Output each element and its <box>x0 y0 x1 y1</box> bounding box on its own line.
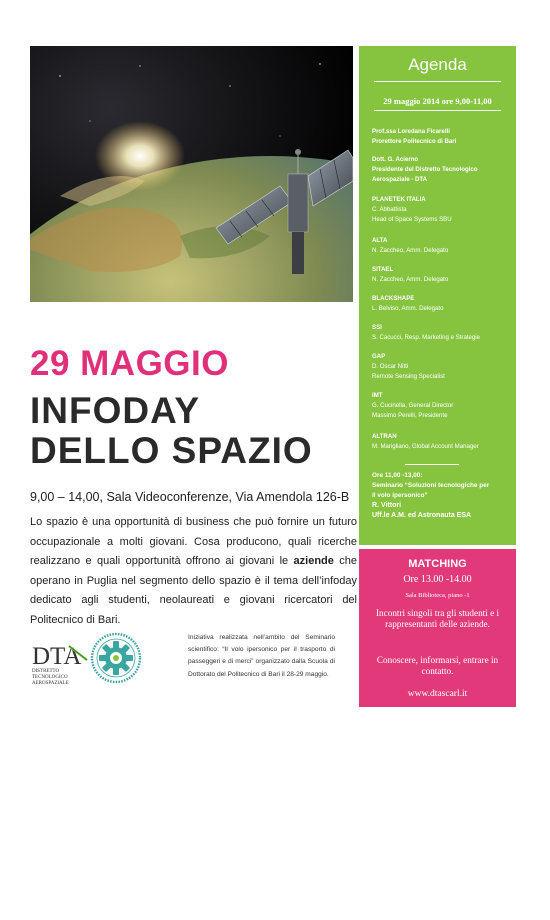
seminar-speaker: R. Vittori <box>372 502 402 509</box>
agenda-speaker: D. Oscar Nitti <box>372 363 409 370</box>
agenda-company: SITAEL <box>372 266 394 273</box>
agenda-speaker: C. Abbattista <box>372 206 407 213</box>
agenda-item <box>372 127 512 147</box>
description-bold: aziende <box>293 555 334 567</box>
seminar-title: il volo ipersonico” <box>372 492 428 499</box>
agenda-company: BLACKSHAPE <box>372 295 415 302</box>
agenda-speaker: N. Zaccheo, Amm. Delegato <box>372 276 449 283</box>
sun-glare-icon <box>95 121 185 191</box>
agenda-company: ALTA <box>372 237 388 244</box>
agenda-item <box>372 352 512 382</box>
event-date-heading: 29 MAGGIO <box>30 344 229 383</box>
dta-logo <box>31 640 89 686</box>
agenda-speaker: G. Cucinella, General Director <box>372 402 454 409</box>
agenda-divider <box>374 110 501 111</box>
agenda-speaker: M. Marigliano, Global Account Manager <box>372 443 479 450</box>
matching-title: MATCHING <box>408 558 467 570</box>
agenda-role: Remote Sensing Specialist <box>372 373 445 380</box>
agenda-item <box>372 294 512 314</box>
agenda-role: Prorettore Politecnico di Bari <box>372 138 457 145</box>
agenda-role: Aerospaziale - DTA <box>372 176 428 183</box>
agenda-item <box>372 195 512 225</box>
politecnico-gear-logo <box>90 632 142 684</box>
agenda-item <box>372 236 512 256</box>
dta-logo-sub-3: AEROSPAZIALE <box>32 681 69 686</box>
event-time-venue: 9,00 – 14,00, Sala Videoconferenze, Via Amendola 126-B <box>30 490 350 504</box>
dta-logo-sub-1: DISTRETTO <box>32 669 60 674</box>
matching-call-to-action: Conoscere, informarsi, entrare in contatto. <box>376 655 499 676</box>
agenda-company: SSI <box>372 324 382 331</box>
seminar-time: Ore 11,00 -13,00: <box>372 472 423 479</box>
matching-room: Sala Biblioteca, piano -1 <box>405 592 470 599</box>
matching-time: Ore 13.00 -14.00 <box>403 574 472 585</box>
seminar-speaker-role: Uff.le A.M. ed Astronauta ESA <box>372 512 472 519</box>
description-part-2: che operano in Puglia nel segmento dello spazio è il tema dell’infoday dedicato agli studenti, neolaureati e giovani ricercatori del Politecnico di Bari. <box>30 555 357 626</box>
matching-description: Incontri singoli tra gli studenti e i rappresentanti delle aziende. <box>376 608 499 629</box>
agenda-date: 29 maggio 2014 ore 9,00-11,00 <box>383 96 492 106</box>
dta-logo-sub-2: TECNOLOGICO <box>32 675 68 680</box>
agenda-company: IMT <box>372 392 383 399</box>
agenda-short-divider <box>405 464 459 465</box>
agenda-panel <box>359 46 516 545</box>
agenda-item <box>372 155 512 185</box>
agenda-item <box>372 265 512 285</box>
agenda-role: Presidente del Distretto Tecnologico <box>372 166 478 173</box>
matching-panel <box>359 549 516 707</box>
agenda-item <box>372 323 512 343</box>
agenda-speaker: Massimo Perelli, Presidente <box>372 412 448 419</box>
event-description <box>30 513 357 630</box>
event-title-line-2: DELLO SPAZIO <box>30 430 313 471</box>
agenda-speaker: N. Zaccheo, Amm. Delegato <box>372 247 449 254</box>
agenda-item <box>372 432 512 452</box>
description-part-1: Lo spazio è una opportunità di business che può fornire un futuro occupazionale a molti giovani. Cosa producono, quali ricerche realizzano e quali opportunità offrono ai giovani le <box>30 516 357 567</box>
agenda-company: ALTRAN <box>372 433 397 440</box>
seminar-footnote: Iniziativa realizzata nell’ambito del Seminario scientifico: “Il volo ipersonico per il trasporto di passeggeri e di merci” organizzato dalla Scuola di Dottorato del Politecnico di Bari il 28-29 maggio. <box>188 634 335 678</box>
seminar-title: Seminario “Soluzioni tecnologiche per <box>372 482 490 489</box>
agenda-speaker: Prof.ssa Loredana Ficarelli <box>372 128 450 135</box>
agenda-item <box>372 391 512 421</box>
hero-image <box>30 46 353 302</box>
agenda-company: GAP <box>372 353 386 360</box>
dta-logo-letters: DTA <box>32 643 82 670</box>
agenda-company: PLANETEK ITALIA <box>372 196 426 203</box>
agenda-title: Agenda <box>408 55 467 74</box>
agenda-role: Head of Space Systems SBU <box>372 216 452 223</box>
earth-satellite-illustration <box>30 46 353 302</box>
event-title-line-1: INFODAY <box>30 390 201 431</box>
agenda-speaker: L. Belviso, Amm. Delegato <box>372 305 444 312</box>
website-link[interactable]: www.dtascarl.it <box>407 689 468 699</box>
agenda-divider <box>374 81 501 82</box>
agenda-speaker: S. Cacucci, Resp. Marketing e Strategie <box>372 334 481 341</box>
agenda-seminar <box>372 471 512 521</box>
agenda-speaker: Dott. G. Acierno <box>372 156 419 163</box>
